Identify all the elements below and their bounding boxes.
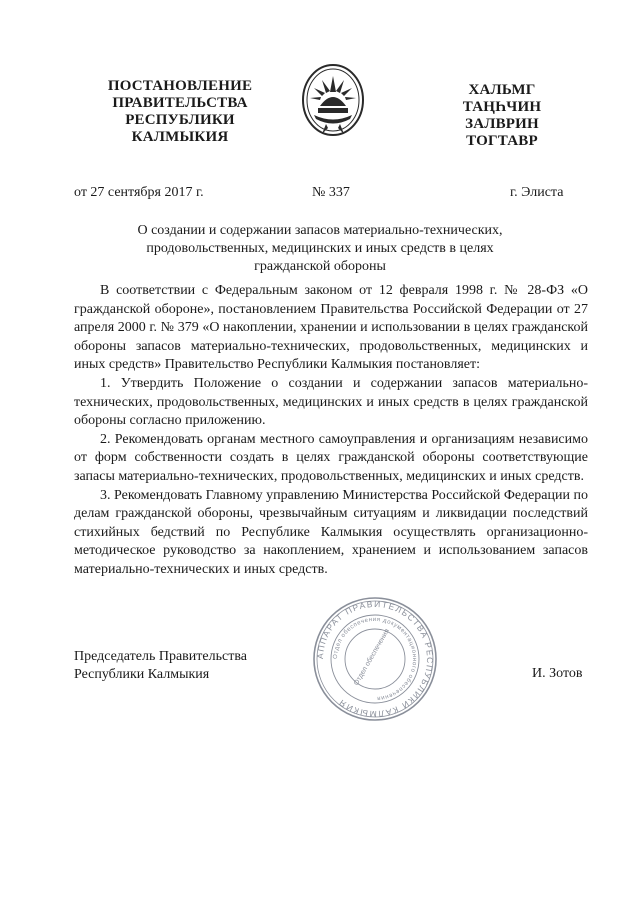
document-date: от 27 сентября 2017 г. bbox=[74, 185, 204, 200]
intro-paragraph: В соответствии с Федеральным законом от 12 февраля 1998 г. № 28-ФЗ «О гражданской обороне», постановлением Правительства Российской Федерации от 27 апреля 2000 г. № 379 «О накоплении, хранении и использовании в целях гражданской обороны запасов материально-технических, продовольственных, медицинских и иных средств» Правительство Республики Калмыкия постановляет: bbox=[74, 283, 588, 373]
item-2-paragraph: 2. Рекомендовать органам местного самоуправления и организациям независимо от форм собственности создать в целях гражданской обороны соответствующие запасы материально-технических, продовольственных, медицинских и иных средств. bbox=[74, 431, 588, 484]
header-left-line: РЕСПУБЛИКИ bbox=[125, 112, 235, 128]
header-right-kalmyk bbox=[448, 82, 556, 150]
coat-of-arms-emblem bbox=[300, 62, 366, 140]
signatory-name: И. Зотов bbox=[532, 666, 583, 681]
title-line: гражданской обороны bbox=[254, 259, 386, 274]
stamp-outer-text: АППАРАТ ПРАВИТЕЛЬСТВА РЕСПУБЛИКИ КАЛМЫКИЯ bbox=[314, 598, 436, 720]
header-left-russian bbox=[96, 78, 264, 146]
document-city: г. Элиста bbox=[510, 185, 564, 200]
signatory-position-line: Председатель Правительства bbox=[74, 649, 247, 664]
item-1-paragraph: 1. Утвердить Положение о создании и содержании запасов материально- технических, продовольственных, медицинских и иных средств в целях гражданской обороны согласно приложению. bbox=[74, 375, 588, 429]
title-line: продовольственных, медицинских и иных средств в целях bbox=[146, 241, 494, 256]
header-right-line: ТОГТАВР bbox=[466, 133, 538, 149]
item-3-paragraph: 3. Рекомендовать Главному управлению Министерства Российской Федерации по делам гражданской обороны, чрезвычайным ситуациям и ликвидации последствий стихийных бедствий по Республике Калмыкия осуществлять организационно-методическое руководство за накоплением, хранением и использованием запасов материально-технических и иных средств. bbox=[74, 487, 588, 577]
document-title bbox=[110, 222, 530, 276]
official-stamp bbox=[312, 596, 438, 722]
document-number: № 337 bbox=[312, 185, 350, 200]
header-right-line: ТАҢҺЧИН bbox=[462, 99, 542, 115]
document-body bbox=[74, 282, 588, 580]
title-line: О создании и содержании запасов материально-технических, bbox=[137, 223, 503, 238]
stamp-center-text: Отдел обеспечения bbox=[352, 627, 391, 687]
header-right-line: ХАЛЬМГ bbox=[468, 82, 536, 98]
header-left-line: ПРАВИТЕЛЬСТВА bbox=[112, 95, 248, 111]
header-left-line: КАЛМЫКИЯ bbox=[131, 129, 229, 145]
signatory-position bbox=[74, 648, 247, 684]
stamp-inner-text: Отдел обеспечения документационного обеспечения bbox=[332, 616, 418, 702]
signatory-position-line: Республики Калмыкия bbox=[74, 667, 210, 682]
header-right-line: ЗАЛВРИН bbox=[465, 116, 539, 132]
header-left-line: ПОСТАНОВЛЕНИЕ bbox=[107, 78, 253, 94]
